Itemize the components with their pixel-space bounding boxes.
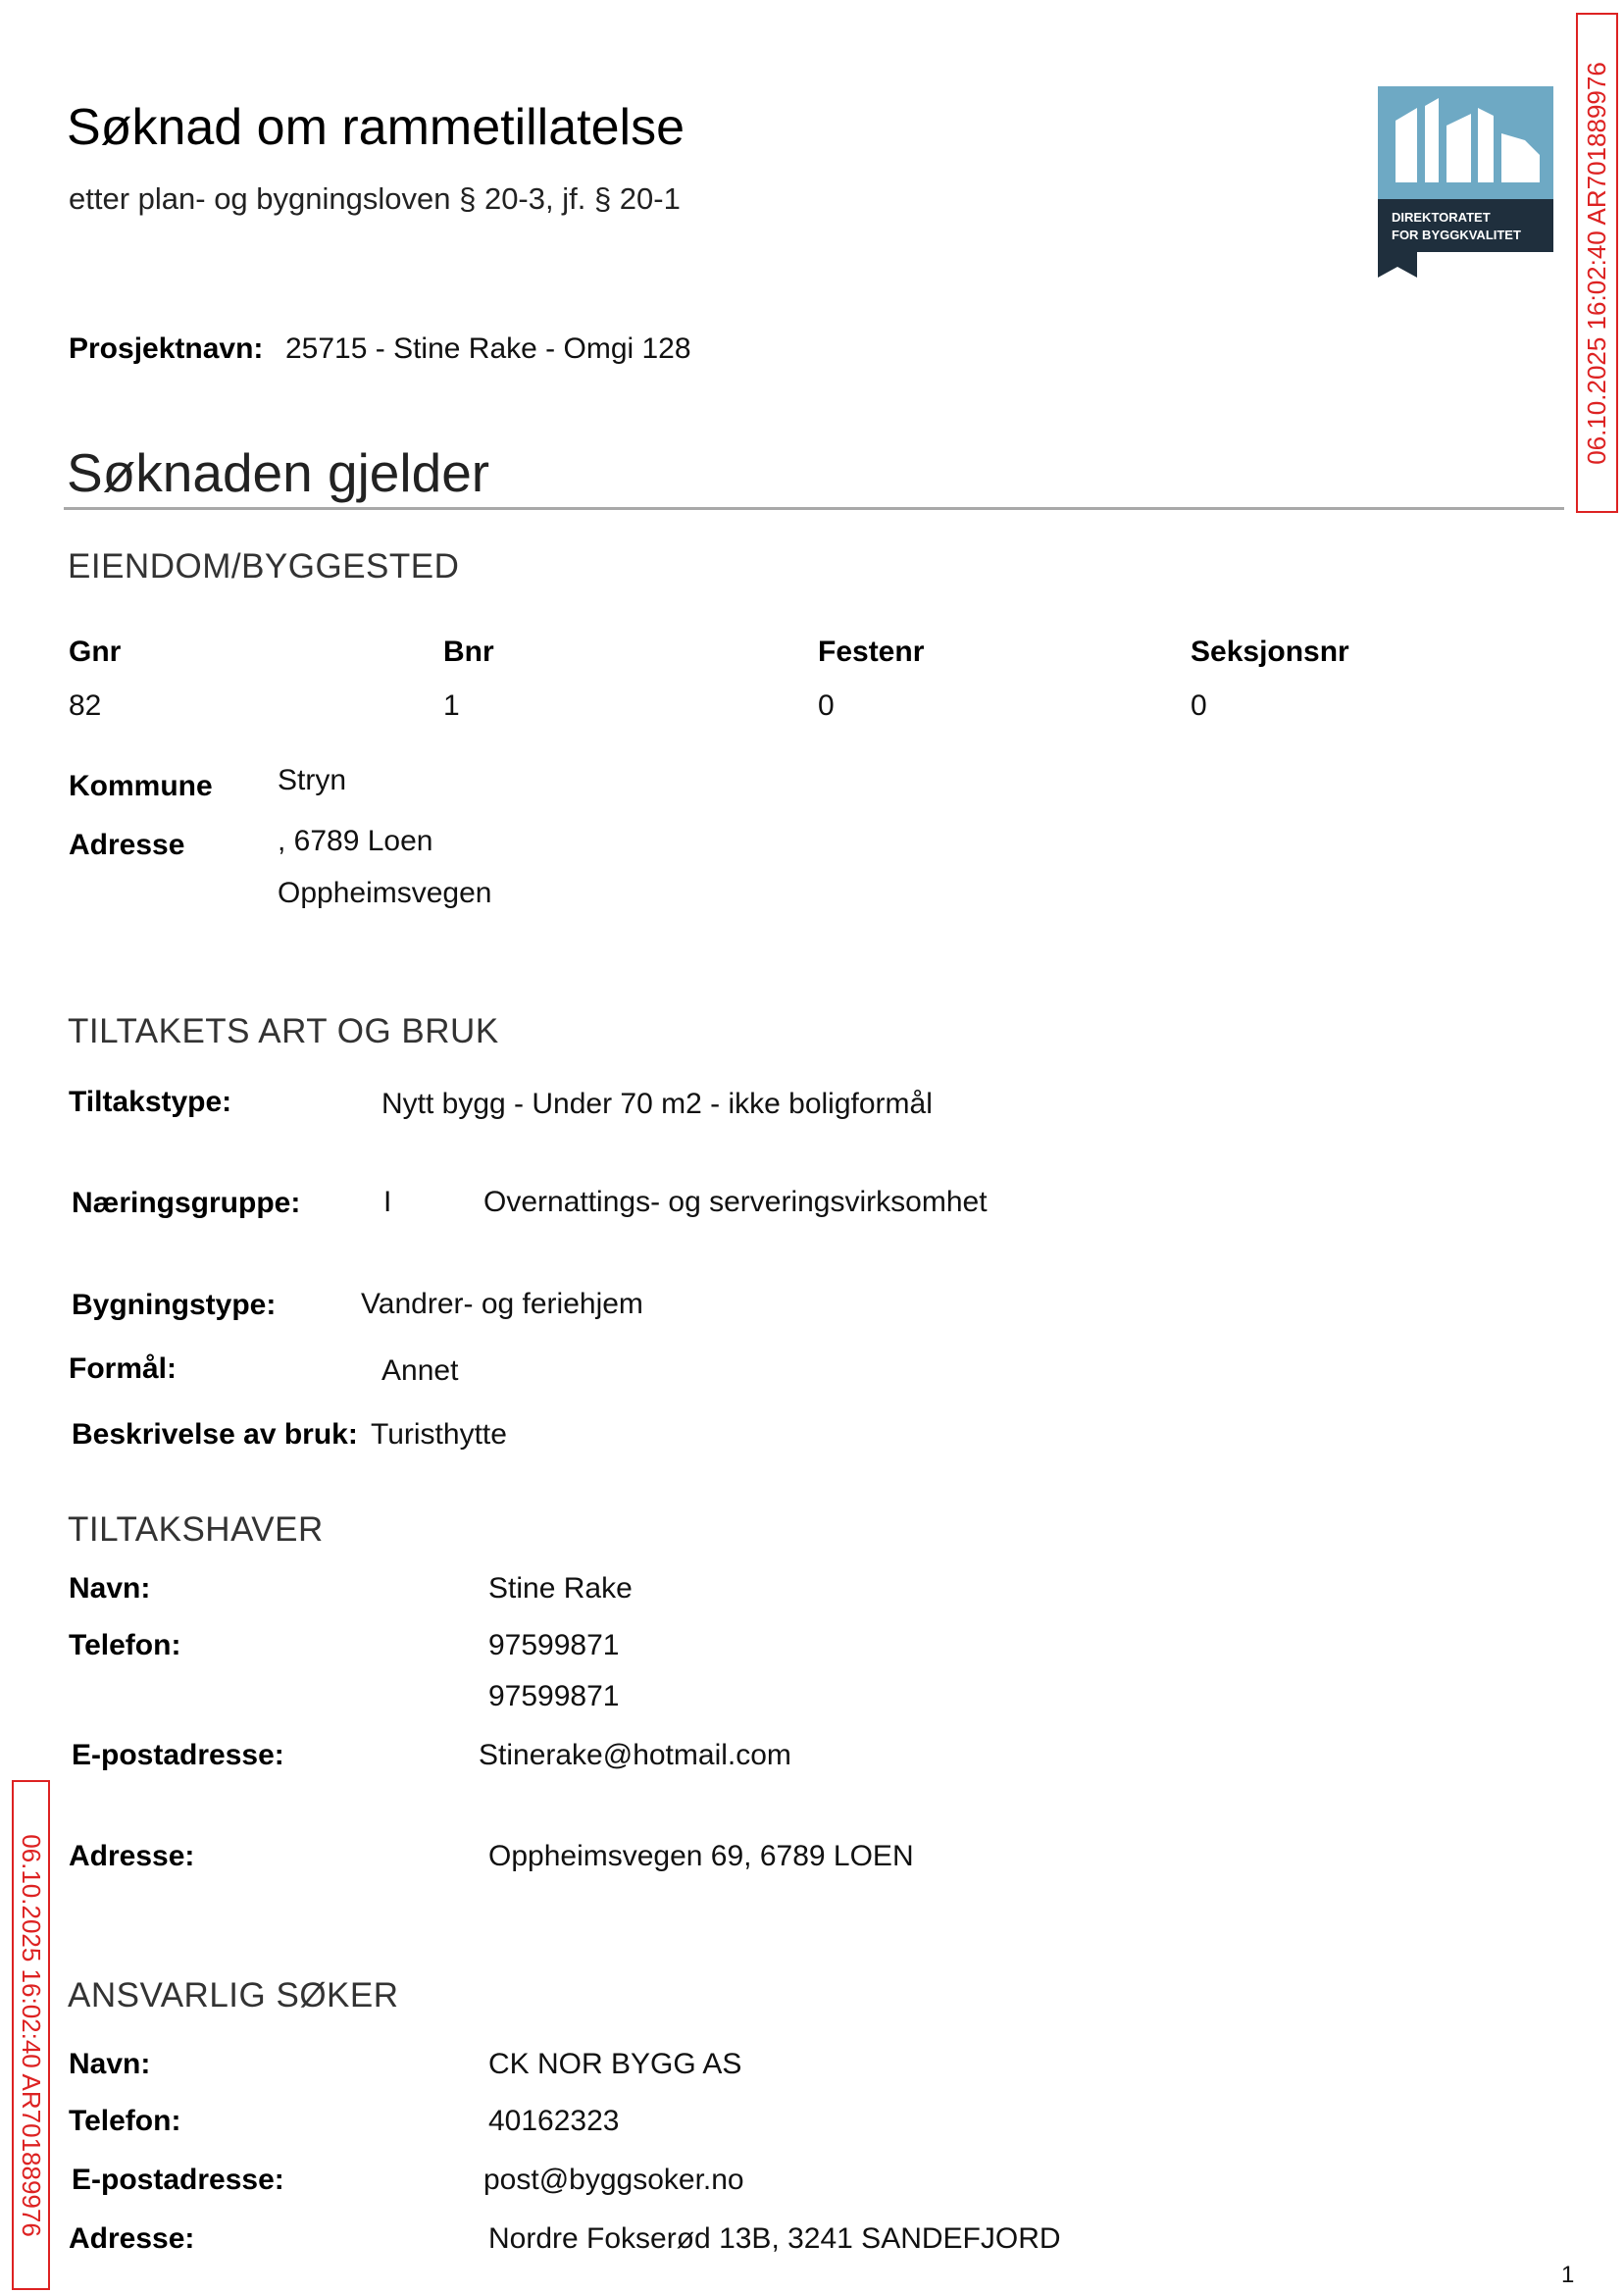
section-divider [64, 507, 1564, 510]
gnr-label: Gnr [69, 636, 122, 668]
seksjonsnr-label: Seksjonsnr [1191, 636, 1349, 668]
tiltakshaver-name-value: Stine Rake [488, 1572, 633, 1605]
bygningstype-label: Bygningstype: [72, 1289, 277, 1321]
page-number: 1 [1561, 2262, 1575, 2288]
festenr-label: Festenr [818, 636, 925, 668]
soker-name-value: CK NOR BYGG AS [488, 2048, 742, 2080]
property-address-line1: , 6789 Loen [278, 825, 433, 857]
tiltakstype-value: Nytt bygg - Under 70 m2 - ikke boligformål [381, 1088, 933, 1120]
received-stamp-left [12, 1780, 50, 2290]
tiltak-heading: TILTAKETS ART OG BRUK [68, 1012, 499, 1050]
soker-email-label: E-postadresse: [72, 2164, 284, 2196]
bygningstype-value: Vandrer- og feriehjem [361, 1288, 643, 1320]
section-heading: Søknaden gjelder [67, 442, 490, 503]
logo-text-line1: DIREKTORATET [1392, 210, 1491, 225]
tiltakshaver-phone-label: Telefon: [69, 1629, 181, 1661]
gnr-value: 82 [69, 689, 102, 722]
soker-phone-value: 40162323 [488, 2105, 620, 2137]
tiltakshaver-address-label: Adresse: [69, 1840, 195, 1872]
logo-text-line2: FOR BYGGKVALITET [1392, 228, 1521, 242]
page-subtitle: etter plan- og bygningsloven § 20-3, jf. § 20-1 [69, 181, 681, 216]
kommune-label: Kommune [69, 770, 213, 802]
ansvarlig-soker-heading: ANSVARLIG SØKER [68, 1976, 399, 2014]
tiltakshaver-email-value: Stinerake@hotmail.com [479, 1739, 791, 1771]
seksjonsnr-value: 0 [1191, 689, 1207, 722]
dibk-logo [1378, 86, 1553, 278]
project-name-value: 25715 - Stine Rake - Omgi 128 [285, 332, 691, 365]
beskrivelse-label: Beskrivelse av bruk: [72, 1418, 358, 1451]
bnr-label: Bnr [443, 636, 494, 668]
naeringsgruppe-value: Overnattings- og serveringsvirksomhet [483, 1186, 988, 1218]
kommune-value: Stryn [278, 764, 347, 796]
bnr-value: 1 [443, 689, 460, 722]
soker-email-value: post@byggsoker.no [483, 2164, 744, 2196]
received-stamp-top [1576, 13, 1618, 513]
formal-label: Formål: [69, 1352, 178, 1385]
property-address-line2: Oppheimsvegen [278, 877, 492, 909]
soker-name-label: Navn: [69, 2048, 151, 2080]
property-address-label: Adresse [69, 829, 185, 861]
naeringsgruppe-code: I [383, 1186, 392, 1218]
soker-address-value: Nordre Fokserød 13B, 3241 SANDEFJORD [488, 2222, 1061, 2255]
tiltakshaver-name-label: Navn: [69, 1572, 151, 1605]
property-heading: EIENDOM/BYGGESTED [68, 547, 460, 586]
soker-phone-label: Telefon: [69, 2105, 181, 2137]
tiltakshaver-phone-value-1: 97599871 [488, 1629, 620, 1661]
tiltakshaver-heading: TILTAKSHAVER [68, 1510, 324, 1549]
naeringsgruppe-label: Næringsgruppe: [72, 1187, 301, 1219]
tiltakshaver-address-value: Oppheimsvegen 69, 6789 LOEN [488, 1840, 914, 1872]
tiltakshaver-phone-value-2: 97599871 [488, 1680, 620, 1712]
dibk-logo-icon [1378, 86, 1553, 278]
project-name-label: Prosjektnavn: [69, 332, 264, 365]
soker-address-label: Adresse: [69, 2222, 195, 2255]
stamp-text: 06.10.2025 16:02:40 AR701889976 [1582, 61, 1612, 465]
stamp-text: 06.10.2025 16:02:40 AR701889976 [17, 1833, 47, 2237]
tiltakstype-label: Tiltakstype: [69, 1086, 232, 1118]
formal-value: Annet [381, 1354, 459, 1387]
festenr-value: 0 [818, 689, 835, 722]
page-title: Søknad om rammetillatelse [67, 99, 685, 156]
beskrivelse-value: Turisthytte [371, 1418, 507, 1451]
tiltakshaver-email-label: E-postadresse: [72, 1739, 284, 1771]
